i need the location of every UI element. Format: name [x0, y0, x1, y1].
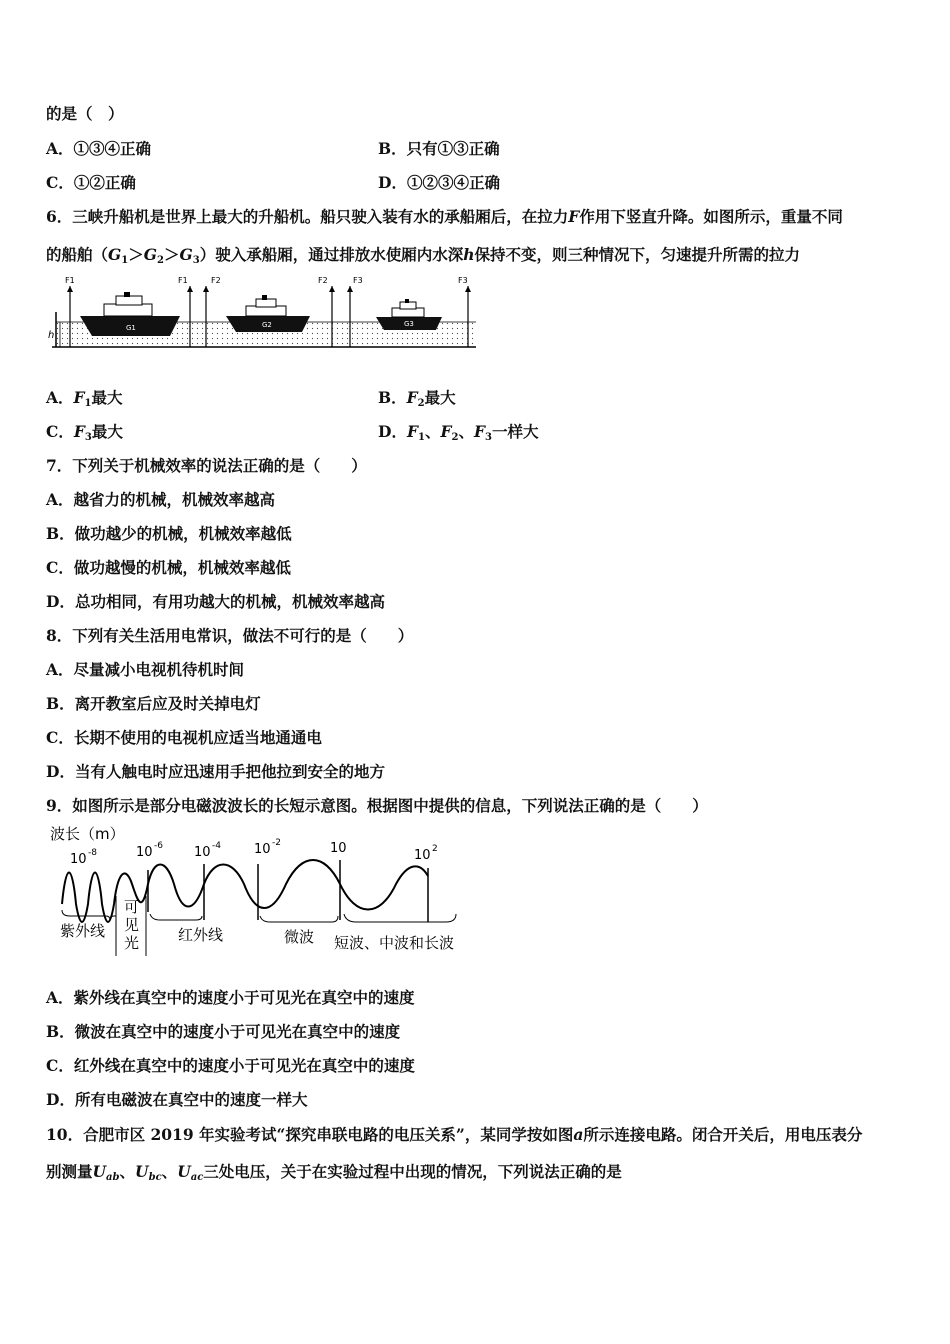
- label-f1-right: F1: [178, 276, 188, 285]
- svg-text:2: 2: [432, 844, 438, 854]
- q7-option-d: D．总功相同，有用功越大的机械，机械效率越高: [46, 592, 385, 611]
- label-f1-left: F1: [65, 276, 75, 285]
- visible-label-1: 可: [124, 898, 140, 916]
- q6-option-a: A．$F_1$最大: [46, 388, 123, 409]
- uv-label: 紫外线: [60, 922, 106, 940]
- svg-text:10: 10: [330, 841, 347, 856]
- q9-option-d: D．所有电磁波在真空中的速度一样大: [46, 1090, 308, 1109]
- svg-text:G2: G2: [262, 321, 272, 329]
- axis-label: 波长（m）: [50, 825, 125, 843]
- ship-1: [80, 292, 180, 336]
- q7-option-a: A．越省力的机械，机械效率越高: [46, 490, 276, 509]
- label-f3-left: F3: [353, 276, 363, 285]
- tick-marks: [148, 860, 428, 922]
- q5-option-c: C．①②正确: [46, 173, 136, 192]
- svg-text:10: 10: [136, 845, 153, 860]
- q8-stem: 8．下列有关生活用电常识，做法不可行的是（ ）: [46, 626, 414, 645]
- svg-text:-6: -6: [154, 841, 163, 851]
- microwave-label: 微波: [284, 928, 315, 946]
- q8-option-a: A．尽量减小电视机待机时间: [46, 660, 245, 679]
- q9-option-c: C．红外线在真空中的速度小于可见光在真空中的速度: [46, 1056, 415, 1075]
- visible-label-2: 见: [124, 916, 140, 934]
- visible-label-3: 光: [124, 934, 140, 952]
- svg-text:-4: -4: [212, 841, 221, 851]
- q5-stem-tail: 的是（ ）: [46, 104, 124, 123]
- q5-option-b: B．只有①③正确: [378, 139, 500, 158]
- band-brackets: [62, 910, 456, 922]
- q7-option-b: B．做功越少的机械，机械效率越低: [46, 524, 292, 543]
- label-f3-right: F3: [458, 276, 468, 285]
- svg-text:-8: -8: [88, 848, 97, 858]
- q5-option-d: D．①②③④正确: [378, 173, 500, 192]
- svg-text:10: 10: [414, 848, 431, 863]
- q9-option-a: A．紫外线在真空中的速度小于可见光在真空中的速度: [46, 988, 415, 1007]
- q9-stem: 9．如图所示是部分电磁波波长的长短示意图。根据图中提供的信息，下列说法正确的是（ ）: [46, 796, 708, 815]
- label-f2-left: F2: [211, 276, 221, 285]
- q6-stem-line1: 6．三峡升船机是世界上最大的升船机。船只驶入装有水的承船厢后，在拉力F作用下竖直升降。如图所示，重量不同: [46, 207, 843, 226]
- ship-lift-figure: [46, 272, 478, 352]
- radio-label: 短波、中波和长波: [334, 934, 455, 952]
- svg-text:h: h: [48, 330, 55, 341]
- ir-label: 红外线: [178, 926, 224, 944]
- svg-text:10: 10: [254, 842, 271, 857]
- q10-stem-line1: 10．合肥市区 2019 年实验考试“探究串联电路的电压关系”，某同学按如图a所示连接电路。闭合开关后，用电压表分: [46, 1125, 863, 1144]
- q6-option-c: C．$F_3$最大: [46, 422, 123, 443]
- q7-option-c: C．做功越慢的机械，机械效率越低: [46, 558, 291, 577]
- q6-option-d: D．$F_1$、$F_2$、$F_3$一样大: [378, 422, 539, 443]
- q5-option-a: A．①③④正确: [46, 139, 152, 158]
- q6-stem-line2: 的船舶$(G_1>G_2>G_3)$驶入承船厢，通过排放水使厢内水深h保持不变，则三种情况下，匀速提升所需的拉力: [46, 245, 801, 266]
- q9-option-b: B．微波在真空中的速度小于可见光在真空中的速度: [46, 1022, 401, 1041]
- svg-text:G1: G1: [126, 324, 136, 332]
- q8-option-b: B．离开教室后应及时关掉电灯: [46, 694, 261, 713]
- ship-2: [226, 295, 310, 332]
- svg-text:G3: G3: [404, 320, 414, 328]
- label-f2-right: F2: [318, 276, 328, 285]
- q10-stem-line2: 别测量$U_{ab}$、$U_{bc}$、$U_{ac}$三处电压，关于在实验过程中出现的情况，下列说法正确的是: [46, 1162, 622, 1183]
- wave-curve: [62, 860, 428, 922]
- q7-stem: 7．下列关于机械效率的说法正确的是（ ）: [46, 456, 367, 475]
- em-wavelength-figure: [46, 822, 476, 958]
- svg-text:10: 10: [194, 845, 211, 860]
- q8-option-d: D．当有人触电时应迅速用手把他拉到安全的地方: [46, 762, 385, 781]
- ship-3: [376, 299, 442, 330]
- q6-option-b: B．$F_2$最大: [378, 388, 456, 409]
- tick-labels: [70, 838, 438, 867]
- svg-text:-2: -2: [272, 838, 281, 848]
- svg-text:10: 10: [70, 852, 87, 867]
- q8-option-c: C．长期不使用的电视机应适当地通通电: [46, 728, 322, 747]
